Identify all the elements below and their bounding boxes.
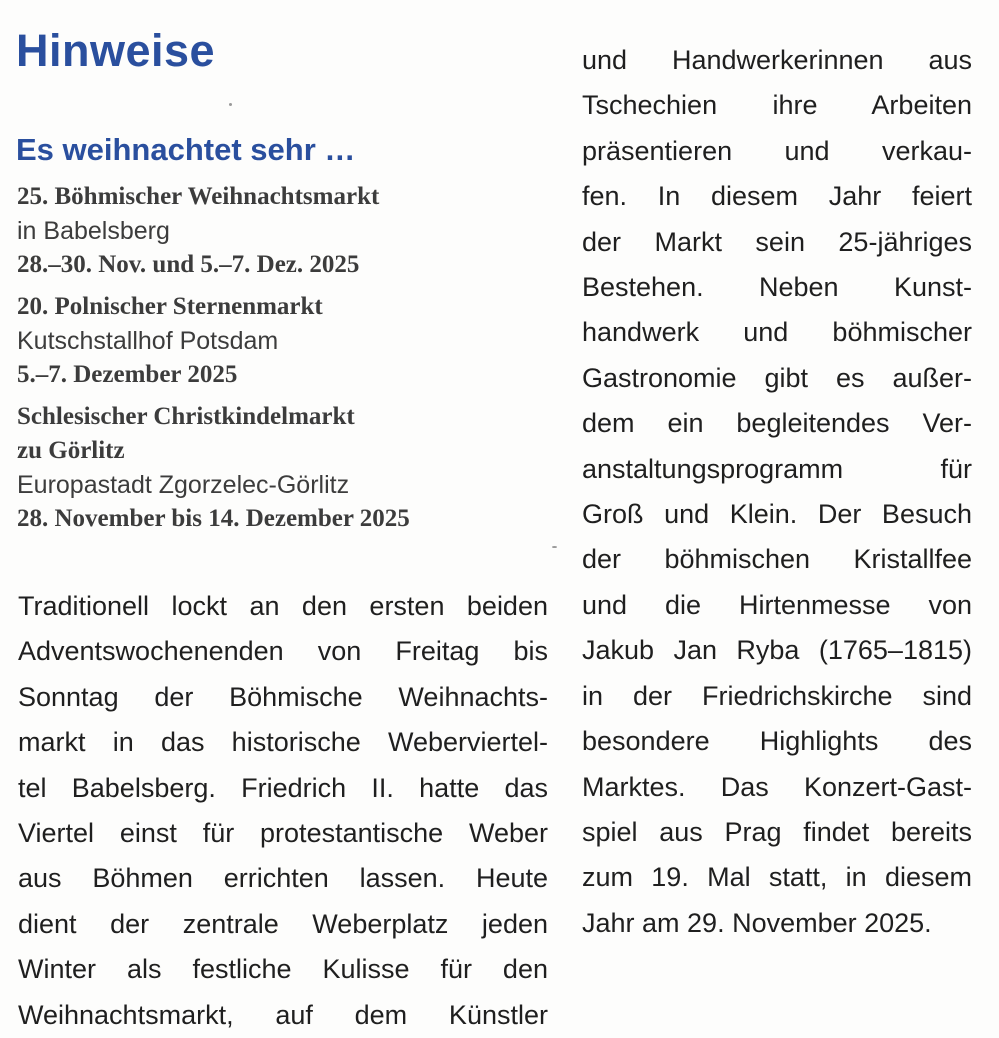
event-place: Europastadt Zgorzelec-Görlitz: [17, 471, 350, 499]
article-line: Sonntag der Böhmische Weihnachts-: [18, 681, 548, 712]
article-line: markt in das historische Weberviertel-: [18, 727, 548, 758]
article-line: Groß und Klein. Der Besuch: [582, 499, 972, 530]
article-line: Winter als festliche Kulisse für den: [18, 954, 548, 985]
event-place: in Babelsberg: [17, 217, 170, 245]
article-line: der Markt sein 25-jähriges: [582, 226, 972, 257]
article-line: Bestehen. Neben Kunst-: [582, 272, 972, 303]
scan-speck: [229, 103, 232, 106]
article-line: Viertel einst für protestantische Weber: [18, 818, 548, 849]
section-heading: Es weihnachtet sehr …: [16, 132, 356, 167]
article-line: Marktes. Das Konzert-Gast-: [582, 771, 972, 802]
scan-speck: [552, 546, 557, 548]
event-title: 20. Polnischer Sternenmarkt: [17, 293, 323, 320]
article-line: Jakub Jan Ryba (1765–1815): [582, 635, 972, 666]
article-line: Adventswochenenden von Freitag bis: [18, 636, 548, 667]
article-column-right: [582, 38, 972, 946]
article-column-left: [18, 584, 548, 1038]
article-line: aus Böhmen errichten lassen. Heute: [18, 863, 548, 894]
article-line: tel Babelsberg. Friedrich II. hatte das: [18, 772, 548, 803]
article-line: der böhmischen Kristallfee: [582, 544, 972, 575]
article-line: Tschechien ihre Arbeiten: [582, 90, 972, 121]
article-line: zum 19. Mal statt, in diesem: [582, 862, 972, 893]
article-line: spiel aus Prag findet bereits: [582, 816, 972, 847]
event-title: 25. Böhmischer Weihnachtsmarkt: [17, 183, 380, 210]
article-line: präsentieren und verkau-: [582, 135, 972, 166]
event-title-continued: zu Görlitz: [17, 437, 125, 464]
article-line: Jahr am 29. November 2025.: [582, 907, 932, 938]
event-item: [17, 400, 557, 536]
article-line: dem ein begleitendes Ver-: [582, 408, 972, 439]
article-line: besondere Highlights des: [582, 726, 972, 757]
event-item: [17, 180, 557, 282]
article-line: Gastronomie gibt es außer-: [582, 362, 972, 393]
article-line: fen. In diesem Jahr feiert: [582, 181, 972, 212]
event-title: Schlesischer Christkindelmarkt: [17, 403, 355, 430]
event-date: 28. November bis 14. Dezember 2025: [17, 505, 410, 532]
event-place: Kutschstallhof Potsdam: [17, 327, 279, 355]
article-line: Weihnachtsmarkt, auf dem Künstler: [18, 999, 548, 1030]
article-line: in der Friedrichskirche sind: [582, 680, 972, 711]
event-date: 28.–30. Nov. und 5.–7. Dez. 2025: [17, 251, 360, 278]
page-title: Hinweise: [16, 25, 216, 76]
article-line: anstaltungsprogramm für: [582, 453, 972, 484]
article-line: Traditionell lockt an den ersten beiden: [18, 591, 548, 621]
article-line: und Handwerkerinnen aus: [582, 45, 972, 75]
event-list: [17, 180, 557, 544]
event-item: [17, 290, 557, 392]
article-line: handwerk und böhmischer: [582, 317, 972, 348]
event-date: 5.–7. Dezember 2025: [17, 361, 238, 388]
article-line: und die Hirtenmesse von: [582, 589, 972, 620]
article-line: dient der zentrale Weberplatz jeden: [18, 908, 548, 939]
